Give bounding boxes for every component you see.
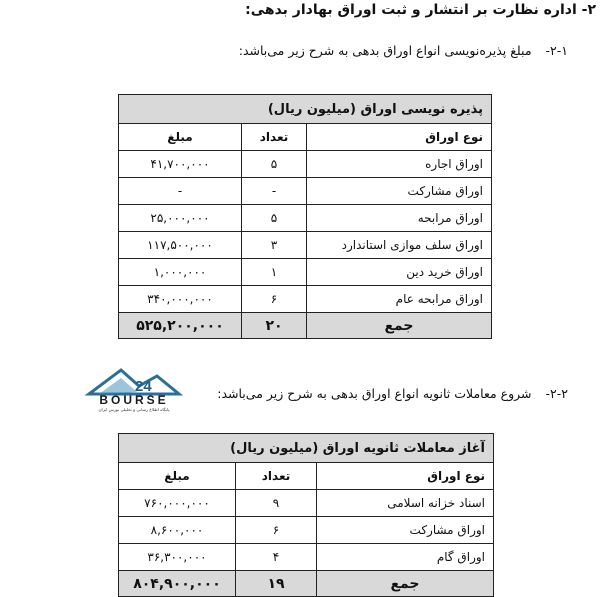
- logo-caption: پایگاه اطلاع رسانی و تحلیلی بورس ایران: [98, 407, 170, 412]
- cell-type: اوراق مرابحه عام: [307, 286, 492, 313]
- header-amount: مبلغ: [119, 463, 236, 490]
- cell-type: اوراق خرید دین: [307, 259, 492, 286]
- header-count: تعداد: [236, 463, 317, 490]
- cell-amount: ۳۶,۳۰۰,۰۰۰: [119, 544, 236, 571]
- table-caption: آغاز معاملات ثانویه اوراق (میلیون ریال): [119, 434, 494, 463]
- cell-type: اوراق سلف موازی استاندارد: [307, 232, 492, 259]
- secondary-trading-table: [118, 433, 494, 597]
- section-2-number: ۲-۲-: [545, 386, 568, 401]
- header-amount: مبلغ: [119, 124, 242, 151]
- total-label: جمع: [307, 313, 492, 339]
- header-type: نوع اوراق: [307, 124, 492, 151]
- section-1-number: ۲-۱-: [545, 43, 568, 58]
- cell-amount: ۱,۰۰۰,۰۰۰: [119, 259, 242, 286]
- cell-count: ۵: [242, 205, 307, 232]
- cell-count: ۳: [242, 232, 307, 259]
- cell-type: اسناد خزانه اسلامی: [317, 490, 494, 517]
- logo-text: BOURSE: [99, 393, 169, 407]
- table-row: [119, 259, 492, 286]
- table-caption: پذیره نویسی اوراق (میلیون ریال): [119, 95, 492, 124]
- issuance-table: [118, 94, 492, 339]
- cell-amount: ۸,۶۰۰,۰۰۰: [119, 517, 236, 544]
- cell-type: اوراق اجاره: [307, 151, 492, 178]
- cell-count: ۵: [242, 151, 307, 178]
- header-type: نوع اوراق: [317, 463, 494, 490]
- table-row: [119, 286, 492, 313]
- total-row: [119, 313, 492, 339]
- table-row: [119, 517, 494, 544]
- table-row: [119, 151, 492, 178]
- section-1-text: مبلغ پذیره‌نویسی انواع اوراق بدهی به شرح زیر می‌باشد:: [238, 43, 532, 58]
- total-row: [119, 571, 494, 597]
- cell-amount: ۱۱۷,۵۰۰,۰۰۰: [119, 232, 242, 259]
- cell-amount: ۲۵,۰۰۰,۰۰۰: [119, 205, 242, 232]
- section-2-title: [217, 386, 568, 401]
- page-heading: ۲- اداره نظارت بر انتشار و ثبت اوراق بهادار بدهی:: [245, 2, 596, 18]
- cell-count: ۶: [236, 517, 317, 544]
- table-row: [119, 205, 492, 232]
- cell-type: اوراق گام: [317, 544, 494, 571]
- bourse-logo: [75, 364, 193, 412]
- section-1-title: [239, 43, 568, 58]
- section-2-text: شروع معاملات ثانویه انواع اوراق بدهی به شرح زیر می‌باشد:: [217, 386, 532, 401]
- table-row: [119, 490, 494, 517]
- header-count: تعداد: [242, 124, 307, 151]
- logo-number: 24: [135, 378, 152, 395]
- cell-amount: ۷۶۰,۰۰۰,۰۰۰: [119, 490, 236, 517]
- total-count: ۱۹: [236, 571, 317, 597]
- cell-count: ۶: [242, 286, 307, 313]
- cell-count: ۴: [236, 544, 317, 571]
- cell-amount: -: [119, 178, 242, 205]
- table-row: [119, 232, 492, 259]
- cell-type: اوراق مشارکت: [317, 517, 494, 544]
- cell-type: اوراق مشارکت: [307, 178, 492, 205]
- total-amount: ۸۰۴,۹۰۰,۰۰۰: [119, 571, 236, 597]
- total-count: ۲۰: [242, 313, 307, 339]
- cell-count: -: [242, 178, 307, 205]
- cell-count: ۹: [236, 490, 317, 517]
- total-amount: ۵۲۵,۲۰۰,۰۰۰: [119, 313, 242, 339]
- cell-amount: ۳۴۰,۰۰۰,۰۰۰: [119, 286, 242, 313]
- cell-type: اوراق مرابحه: [307, 205, 492, 232]
- total-label: جمع: [317, 571, 494, 597]
- table-row: [119, 178, 492, 205]
- cell-count: ۱: [242, 259, 307, 286]
- cell-amount: ۴۱,۷۰۰,۰۰۰: [119, 151, 242, 178]
- table-row: [119, 544, 494, 571]
